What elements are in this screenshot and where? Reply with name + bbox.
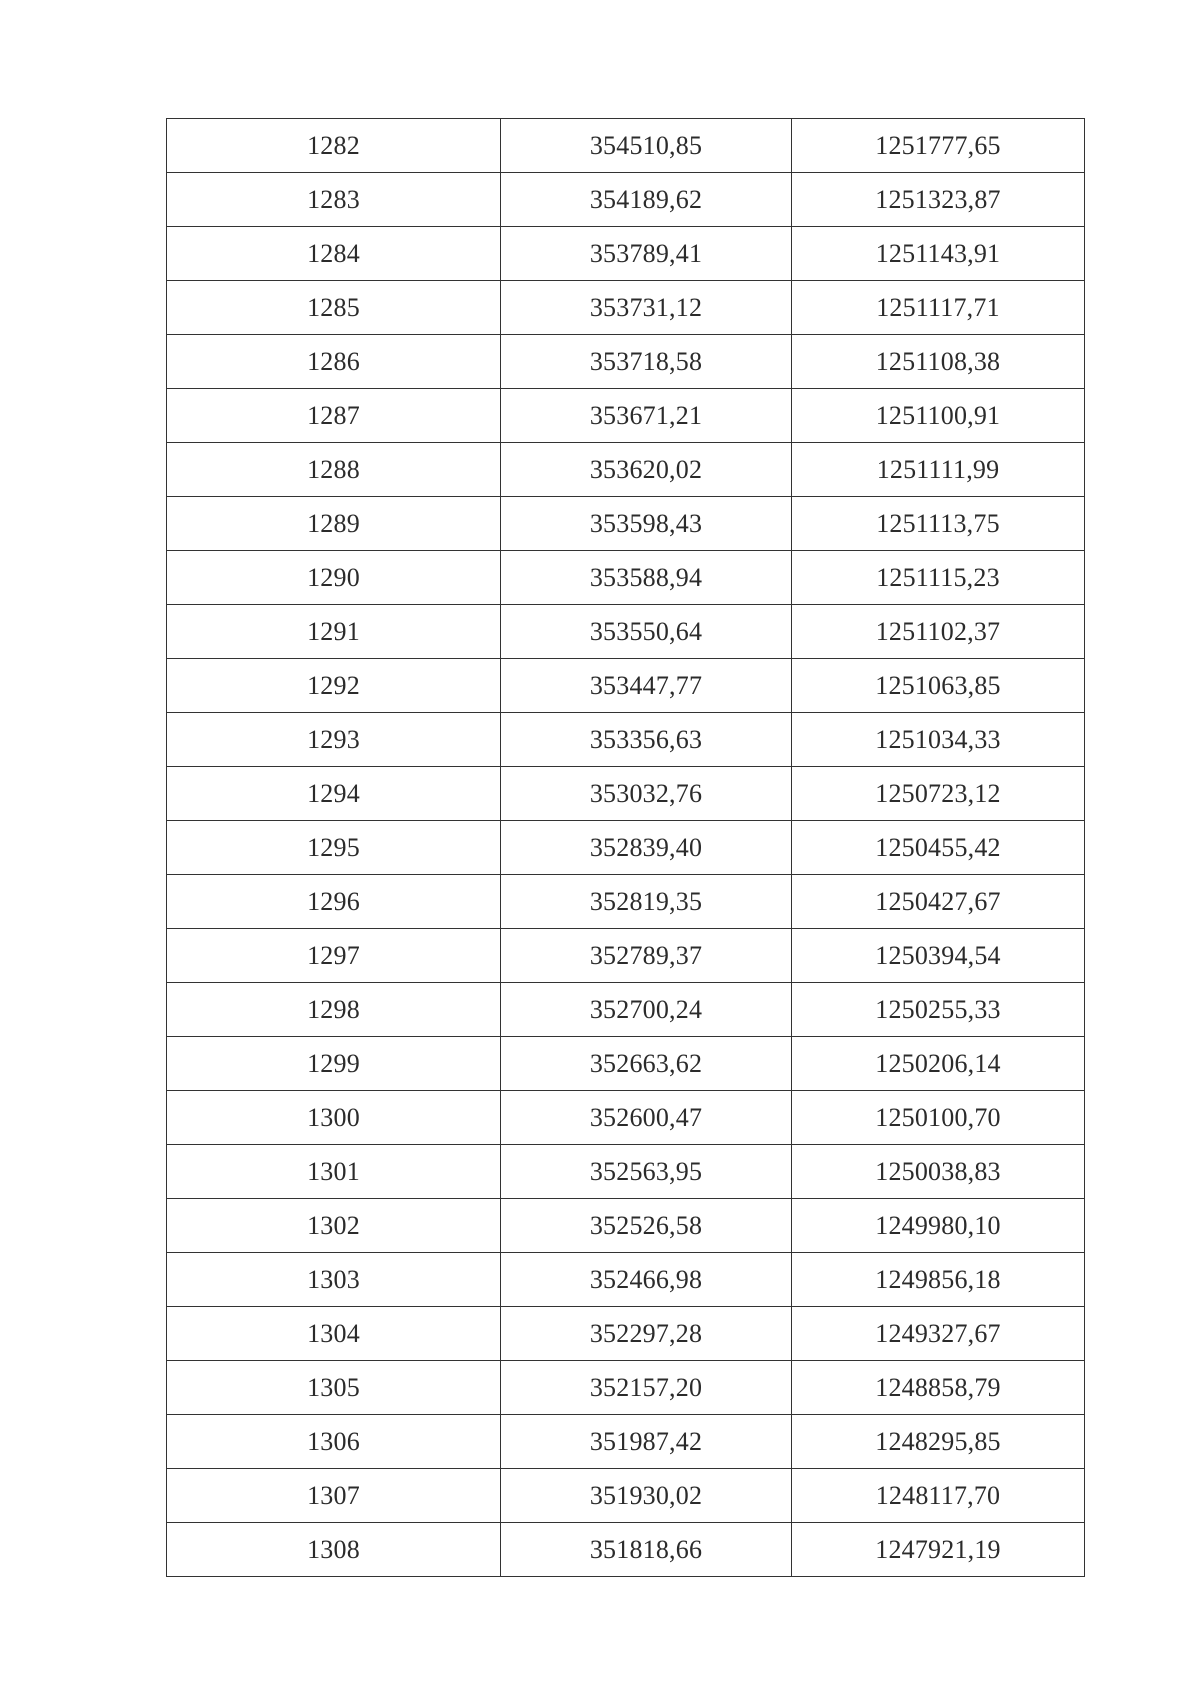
table-row — [167, 605, 1085, 659]
x-coordinate-cell: 352297,28 — [501, 1307, 792, 1361]
y-coordinate-cell: 1251777,65 — [792, 119, 1085, 173]
table-row — [167, 1145, 1085, 1199]
point-number-cell: 1293 — [167, 713, 501, 767]
point-number-cell: 1288 — [167, 443, 501, 497]
point-number-cell: 1283 — [167, 173, 501, 227]
table-row — [167, 929, 1085, 983]
table-row — [167, 983, 1085, 1037]
table-row — [167, 1199, 1085, 1253]
y-coordinate-cell: 1250100,70 — [792, 1091, 1085, 1145]
y-coordinate-cell: 1251063,85 — [792, 659, 1085, 713]
table-row — [167, 659, 1085, 713]
table-row — [167, 389, 1085, 443]
y-coordinate-cell: 1251323,87 — [792, 173, 1085, 227]
x-coordinate-cell: 352563,95 — [501, 1145, 792, 1199]
table-row — [167, 1037, 1085, 1091]
point-number-cell: 1292 — [167, 659, 501, 713]
table-row — [167, 1307, 1085, 1361]
table-row — [167, 1091, 1085, 1145]
x-coordinate-cell: 353598,43 — [501, 497, 792, 551]
point-number-cell: 1287 — [167, 389, 501, 443]
x-coordinate-cell: 351987,42 — [501, 1415, 792, 1469]
coordinates-table — [166, 118, 1085, 1577]
x-coordinate-cell: 354510,85 — [501, 119, 792, 173]
table-row — [167, 497, 1085, 551]
point-number-cell: 1291 — [167, 605, 501, 659]
point-number-cell: 1302 — [167, 1199, 501, 1253]
point-number-cell: 1303 — [167, 1253, 501, 1307]
table-row — [167, 119, 1085, 173]
table-row — [167, 821, 1085, 875]
x-coordinate-cell: 353718,58 — [501, 335, 792, 389]
point-number-cell: 1299 — [167, 1037, 501, 1091]
y-coordinate-cell: 1251100,91 — [792, 389, 1085, 443]
point-number-cell: 1282 — [167, 119, 501, 173]
x-coordinate-cell: 354189,62 — [501, 173, 792, 227]
x-coordinate-cell: 352466,98 — [501, 1253, 792, 1307]
coordinates-table-body — [167, 119, 1085, 1577]
x-coordinate-cell: 353447,77 — [501, 659, 792, 713]
point-number-cell: 1297 — [167, 929, 501, 983]
point-number-cell: 1306 — [167, 1415, 501, 1469]
point-number-cell: 1300 — [167, 1091, 501, 1145]
y-coordinate-cell: 1250723,12 — [792, 767, 1085, 821]
x-coordinate-cell: 353671,21 — [501, 389, 792, 443]
x-coordinate-cell: 353588,94 — [501, 551, 792, 605]
x-coordinate-cell: 353356,63 — [501, 713, 792, 767]
x-coordinate-cell: 351818,66 — [501, 1523, 792, 1577]
x-coordinate-cell: 352600,47 — [501, 1091, 792, 1145]
point-number-cell: 1304 — [167, 1307, 501, 1361]
x-coordinate-cell: 351930,02 — [501, 1469, 792, 1523]
y-coordinate-cell: 1250455,42 — [792, 821, 1085, 875]
table-row — [167, 1361, 1085, 1415]
y-coordinate-cell: 1248858,79 — [792, 1361, 1085, 1415]
y-coordinate-cell: 1251034,33 — [792, 713, 1085, 767]
x-coordinate-cell: 353620,02 — [501, 443, 792, 497]
y-coordinate-cell: 1250206,14 — [792, 1037, 1085, 1091]
table-row — [167, 1469, 1085, 1523]
table-row — [167, 713, 1085, 767]
y-coordinate-cell: 1247921,19 — [792, 1523, 1085, 1577]
y-coordinate-cell: 1250038,83 — [792, 1145, 1085, 1199]
y-coordinate-cell: 1251143,91 — [792, 227, 1085, 281]
x-coordinate-cell: 352839,40 — [501, 821, 792, 875]
point-number-cell: 1289 — [167, 497, 501, 551]
y-coordinate-cell: 1249327,67 — [792, 1307, 1085, 1361]
point-number-cell: 1298 — [167, 983, 501, 1037]
table-row — [167, 875, 1085, 929]
x-coordinate-cell: 353550,64 — [501, 605, 792, 659]
table-row — [167, 227, 1085, 281]
x-coordinate-cell: 353789,41 — [501, 227, 792, 281]
table-row — [167, 1415, 1085, 1469]
y-coordinate-cell: 1251117,71 — [792, 281, 1085, 335]
x-coordinate-cell: 353032,76 — [501, 767, 792, 821]
point-number-cell: 1290 — [167, 551, 501, 605]
point-number-cell: 1301 — [167, 1145, 501, 1199]
x-coordinate-cell: 353731,12 — [501, 281, 792, 335]
x-coordinate-cell: 352526,58 — [501, 1199, 792, 1253]
y-coordinate-cell: 1250255,33 — [792, 983, 1085, 1037]
y-coordinate-cell: 1251102,37 — [792, 605, 1085, 659]
y-coordinate-cell: 1251115,23 — [792, 551, 1085, 605]
point-number-cell: 1307 — [167, 1469, 501, 1523]
table-row — [167, 281, 1085, 335]
table-row — [167, 335, 1085, 389]
table-row — [167, 1523, 1085, 1577]
table-row — [167, 551, 1085, 605]
point-number-cell: 1285 — [167, 281, 501, 335]
y-coordinate-cell: 1250427,67 — [792, 875, 1085, 929]
table-row — [167, 443, 1085, 497]
point-number-cell: 1286 — [167, 335, 501, 389]
point-number-cell: 1295 — [167, 821, 501, 875]
x-coordinate-cell: 352157,20 — [501, 1361, 792, 1415]
point-number-cell: 1305 — [167, 1361, 501, 1415]
table-row — [167, 767, 1085, 821]
table-row — [167, 173, 1085, 227]
y-coordinate-cell: 1248117,70 — [792, 1469, 1085, 1523]
point-number-cell: 1308 — [167, 1523, 501, 1577]
y-coordinate-cell: 1248295,85 — [792, 1415, 1085, 1469]
x-coordinate-cell: 352663,62 — [501, 1037, 792, 1091]
y-coordinate-cell: 1249856,18 — [792, 1253, 1085, 1307]
y-coordinate-cell: 1251111,99 — [792, 443, 1085, 497]
y-coordinate-cell: 1249980,10 — [792, 1199, 1085, 1253]
y-coordinate-cell: 1251108,38 — [792, 335, 1085, 389]
y-coordinate-cell: 1250394,54 — [792, 929, 1085, 983]
x-coordinate-cell: 352700,24 — [501, 983, 792, 1037]
x-coordinate-cell: 352789,37 — [501, 929, 792, 983]
point-number-cell: 1294 — [167, 767, 501, 821]
y-coordinate-cell: 1251113,75 — [792, 497, 1085, 551]
x-coordinate-cell: 352819,35 — [501, 875, 792, 929]
table-row — [167, 1253, 1085, 1307]
point-number-cell: 1296 — [167, 875, 501, 929]
point-number-cell: 1284 — [167, 227, 501, 281]
